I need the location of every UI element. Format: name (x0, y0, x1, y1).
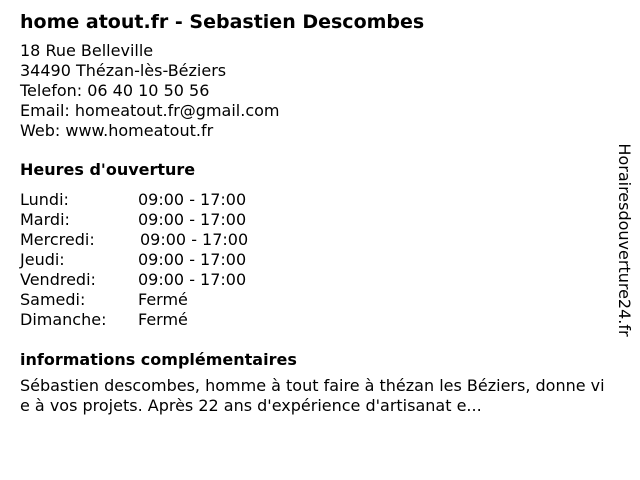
phone-number: Telefon: 06 40 10 50 56 (20, 81, 210, 100)
day-label: Vendredi: (20, 270, 96, 289)
site-watermark-label: Horairesdouverture24.fr (615, 143, 634, 337)
hours-row-mercredi (20, 230, 610, 250)
day-label: Lundi: (20, 190, 69, 209)
business-card (20, 10, 610, 416)
day-label: Mercredi: (20, 230, 95, 249)
opening-hours-table (20, 190, 610, 330)
page-title: home atout.fr - Sebastien Descombes (20, 11, 425, 33)
day-hours: Fermé (138, 290, 188, 309)
business-description: Sébastien descombes, homme à tout faire à thézan les Béziers, donne vie à vos projets. Après 22 ans d'expérience d'artisanat e... (20, 376, 605, 415)
hours-row-lundi (20, 190, 610, 210)
day-hours: 09:00 - 17:00 (138, 250, 247, 269)
day-hours: Fermé (138, 310, 188, 329)
hours-row-vendredi (20, 270, 610, 290)
day-hours: 09:00 - 17:00 (140, 230, 249, 249)
day-label: Jeudi: (20, 250, 65, 269)
street-address: 18 Rue Belleville (20, 41, 154, 60)
day-label: Mardi: (20, 210, 70, 229)
hours-row-jeudi (20, 250, 610, 270)
additional-info-heading: informations complémentaires (20, 350, 297, 369)
day-hours: 09:00 - 17:00 (138, 210, 247, 229)
opening-hours-heading: Heures d'ouverture (20, 160, 196, 179)
city-address: 34490 Thézan-lès-Béziers (20, 61, 227, 80)
email-address: Email: homeatout.fr@gmail.com (20, 101, 280, 120)
day-hours: 09:00 - 17:00 (138, 270, 247, 289)
hours-row-samedi (20, 290, 610, 310)
contact-block (20, 41, 610, 141)
hours-row-dimanche (20, 310, 610, 330)
hours-row-mardi (20, 210, 610, 230)
day-label: Samedi: (20, 290, 86, 309)
day-hours: 09:00 - 17:00 (138, 190, 247, 209)
day-label: Dimanche: (20, 310, 107, 329)
website: Web: www.homeatout.fr (20, 121, 214, 140)
